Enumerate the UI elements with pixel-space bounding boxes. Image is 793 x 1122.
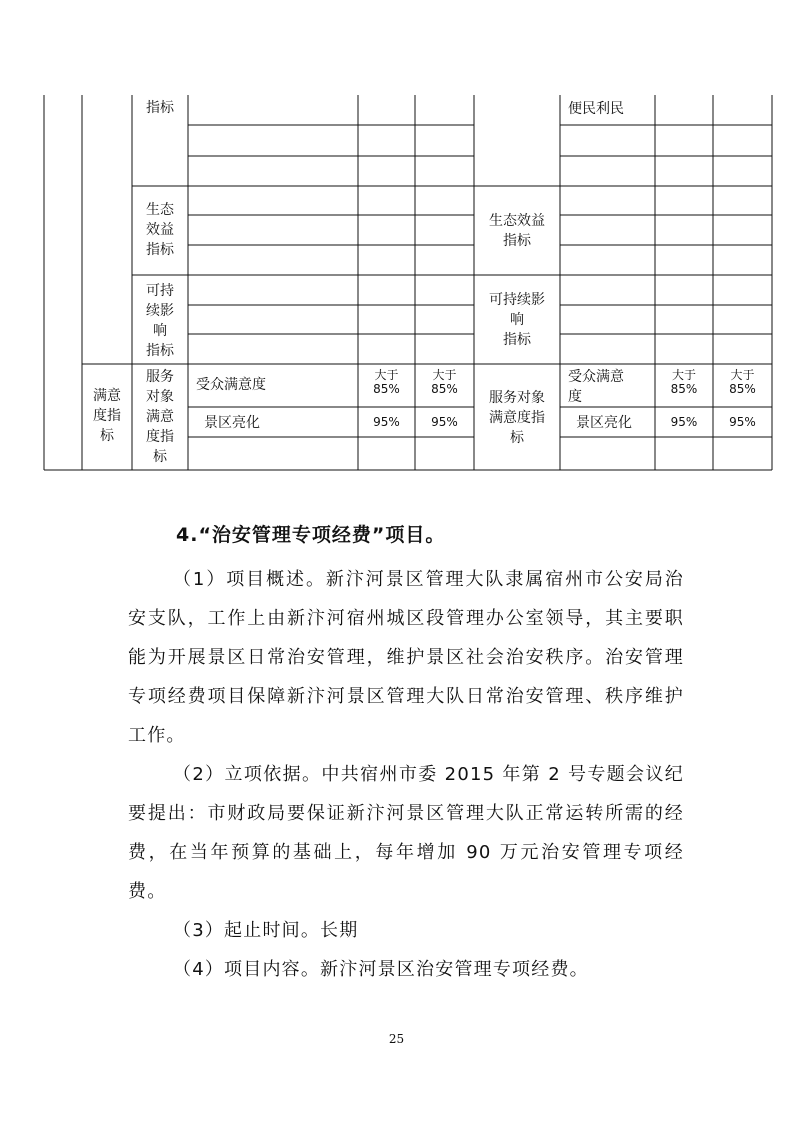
performance-table (0, 0, 793, 480)
sustainable-impact-label-right: 可持续影 响 指标 (489, 292, 545, 348)
public-satisfaction-right: 受众满意 度 (568, 369, 624, 405)
paragraph-overview: （1）项目概述。新汴河景区管理大队隶属宿州市公安局治安支队，工作上由新汴河宿州城区段管理办公室领导，其主要职能为开展景区日常治安管理，维护景区社会治安秩序。治安管理专项经费项目保障新汴河景区管理大队日常治安管理、秩序维护工作。 (128, 569, 684, 746)
indicator-label-top: 指标 (146, 100, 174, 116)
paragraph-content: （4）项目内容。新汴河景区治安管理专项经费。 (173, 959, 589, 980)
service-satisfaction-label-left: 服务 对象 满意 度指 标 (146, 369, 174, 465)
eco-benefit-label-right: 生态效益 指标 (489, 213, 545, 249)
paragraph-duration: （3）起止时间。长期 (173, 920, 359, 941)
paragraph-basis: （2）立项依据。中共宿州市委 2015 年第 2 号专题会议纪要提出：市财政局要保证新汴河景区管理大队正常运转所需的经费，在当年预算的基础上，每年增加 90 万元治安管理专项经费。 (128, 764, 684, 902)
service-satisfaction-label-right: 服务对象 满意度指 标 (489, 390, 545, 446)
target-value-left: 大于 85% (373, 368, 400, 396)
target-value-right: 大于 85% (670, 368, 698, 396)
scenic-lighting-left: 景区亮化 (204, 415, 260, 431)
actual-value-right: 大于 85% (729, 368, 756, 396)
sustainable-impact-label-left: 可持 续影 响 指标 (146, 283, 174, 359)
scenic-lighting-right: 景区亮化 (576, 415, 632, 431)
public-satisfaction-left: 受众满意度 (196, 377, 266, 393)
page-number: 25 (388, 1032, 405, 1046)
satisfaction-indicator-label: 满意 度指 标 (93, 388, 121, 444)
section-heading: 4.“治安管理专项经费”项目。 (176, 524, 446, 546)
convenience-benefit-label: 便民利民 (568, 101, 624, 117)
actual-value-left: 大于 85% (431, 368, 458, 396)
lighting-actual-right: 95% (729, 415, 756, 429)
lighting-target-right: 95% (670, 415, 698, 429)
lighting-actual-left: 95% (431, 415, 458, 429)
eco-benefit-label-left: 生态 效益 指标 (146, 202, 174, 258)
lighting-target-left: 95% (373, 415, 400, 429)
